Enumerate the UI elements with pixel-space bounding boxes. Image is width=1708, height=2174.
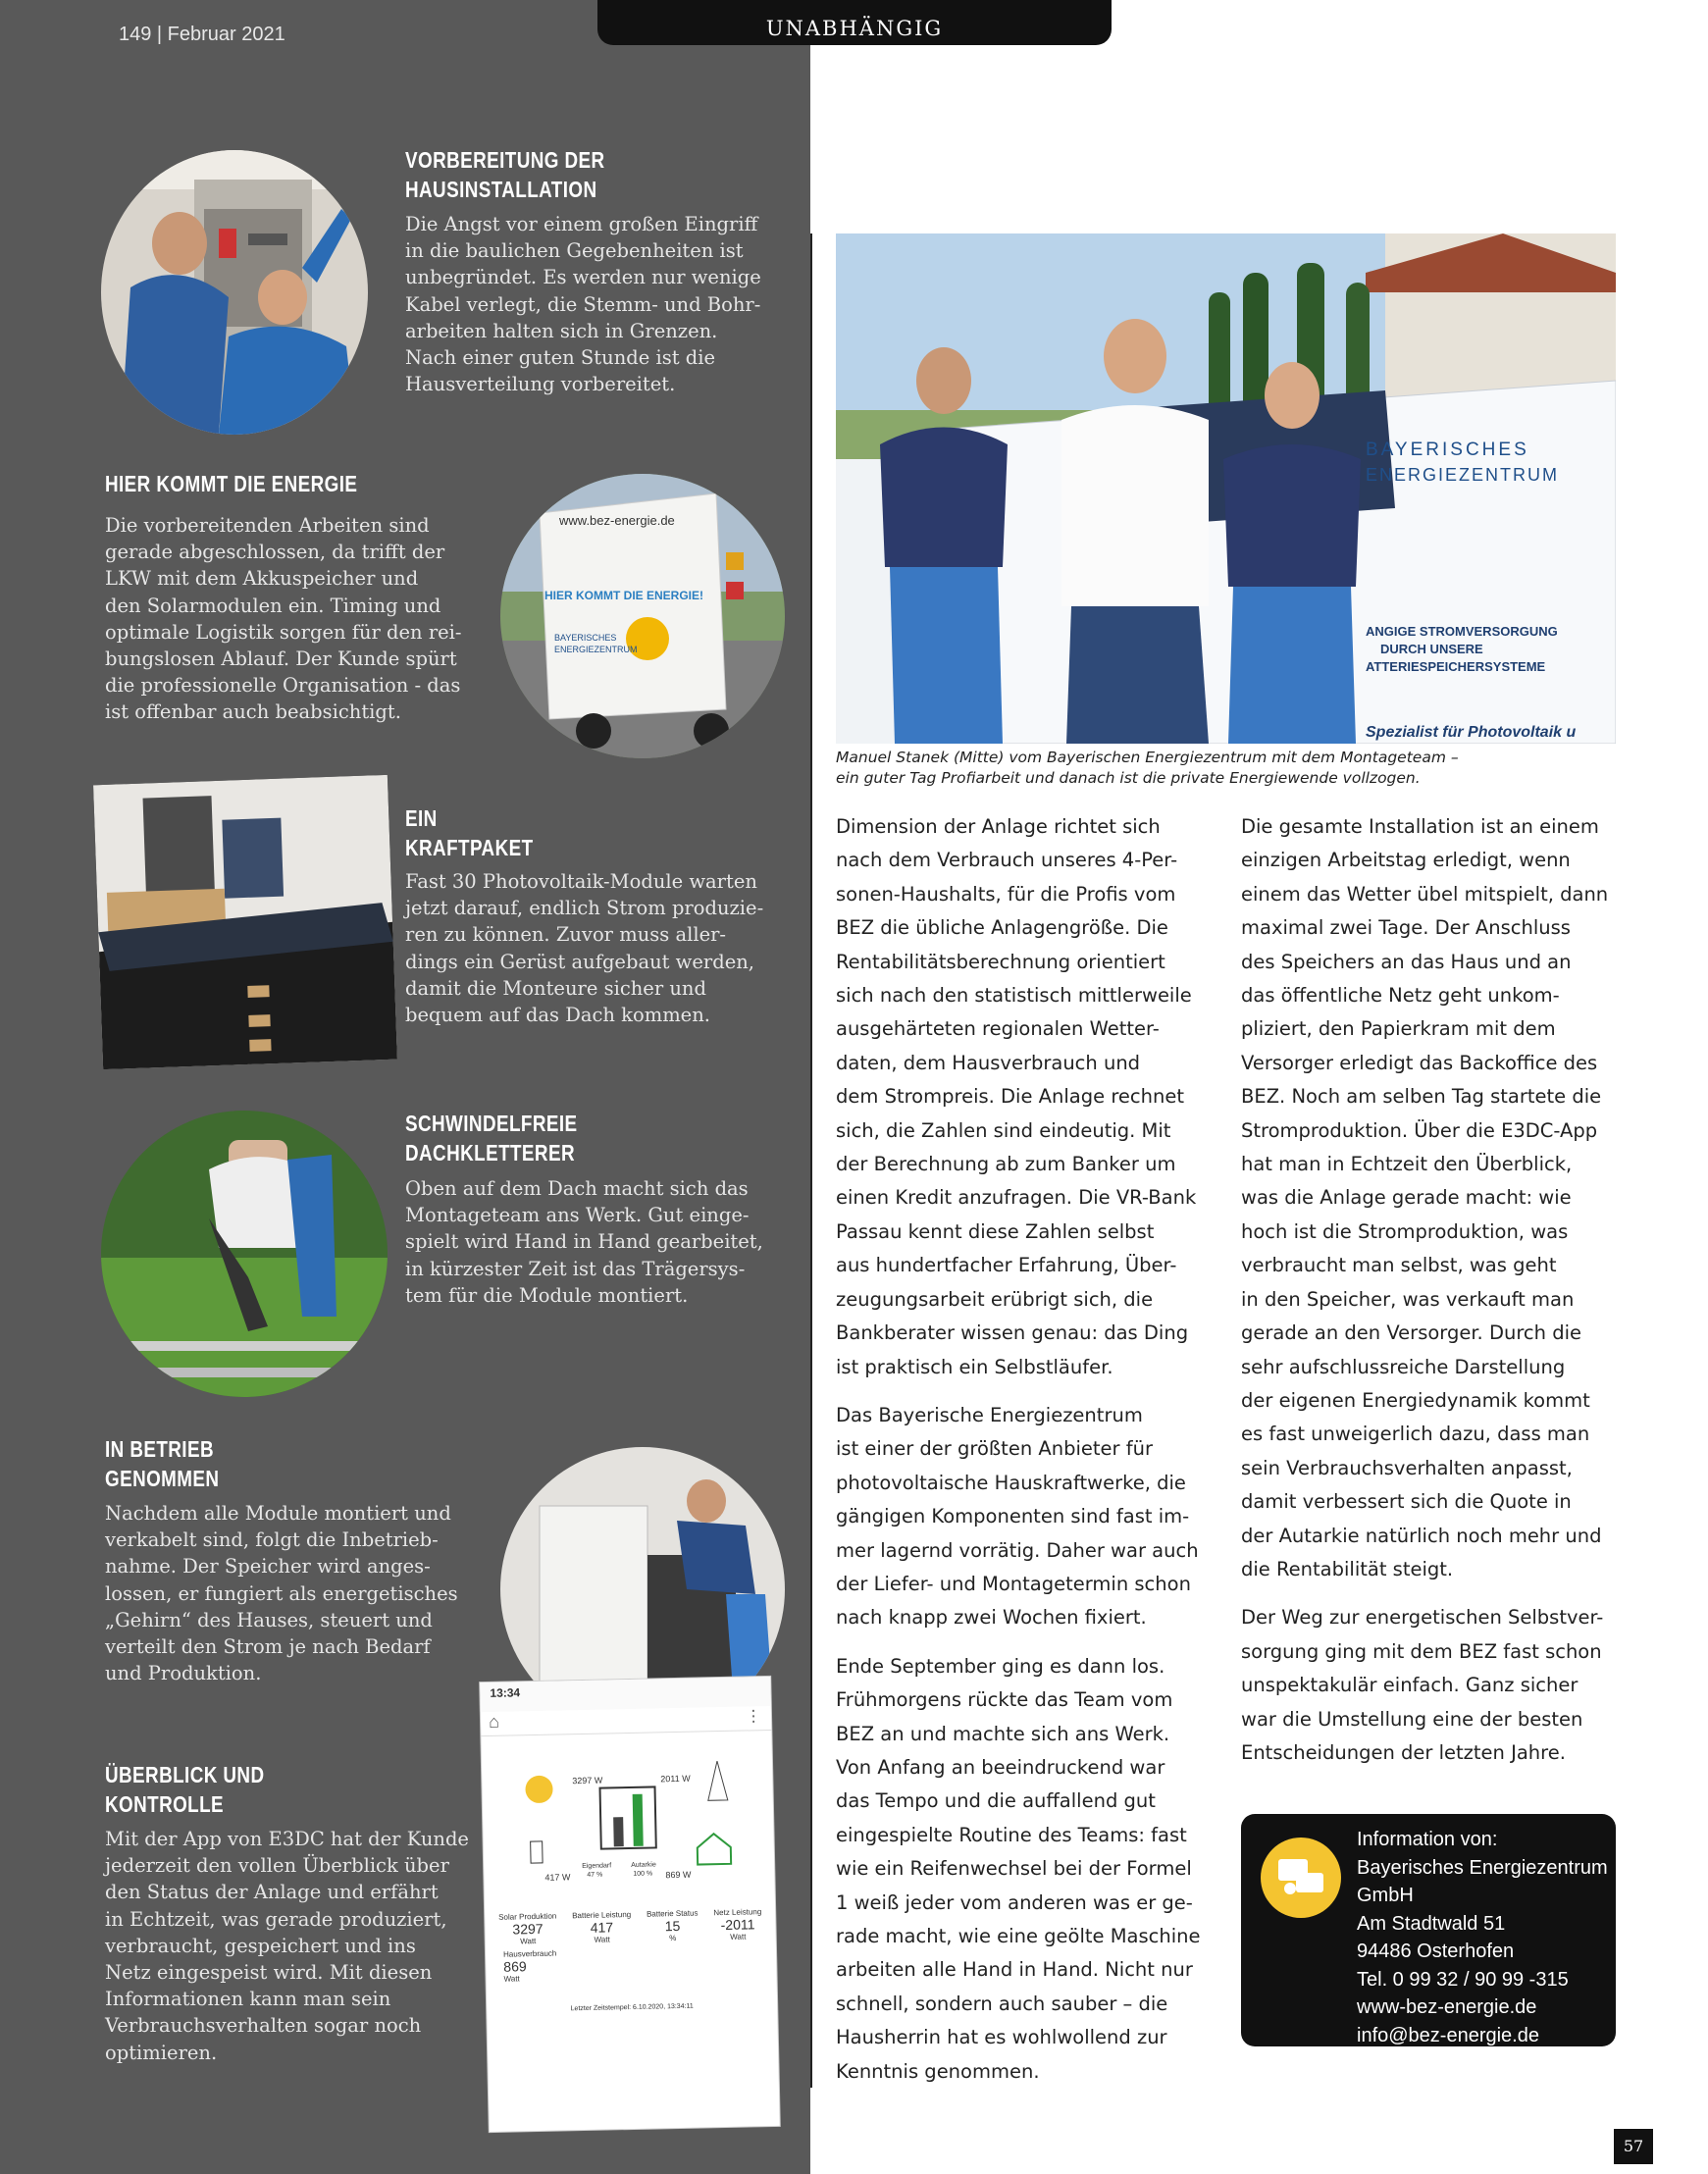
text-line: einem das Wetter übel mitspielt, dann — [1241, 882, 1609, 906]
team-photo — [836, 233, 1616, 744]
text-line: Kabel verlegt, die Stemm- und Bohr- — [405, 292, 761, 316]
article-column-2 — [1241, 810, 1633, 1785]
text-line: den Solarmodulen ein. Timing und — [105, 594, 441, 617]
roof-photo — [101, 1111, 388, 1397]
text-line: bequem auf das Dach kommen. — [405, 1004, 710, 1027]
section-tab: UNABHÄNGIG — [597, 0, 1112, 45]
text-line: ist offenbar auch beabsichtigt. — [105, 700, 401, 724]
info-line: GmbH — [1357, 1885, 1414, 1906]
app-autarkie-label: Autarkie — [631, 1861, 656, 1869]
text-line: gerade abgeschlossen, da trifft der — [105, 541, 445, 564]
stat-unit: Watt — [594, 1935, 610, 1944]
article-column-1 — [836, 810, 1218, 2103]
app-pv: 3297 W — [572, 1775, 603, 1786]
battery-icon — [531, 1841, 543, 1863]
text-line: 1 weiß jeder vom anderen was er ge- — [836, 1890, 1193, 1914]
text-line: bungslosen Ablauf. Der Kunde spürt — [105, 647, 457, 671]
app-grid: 2011 W — [660, 1773, 691, 1785]
text-line: nach knapp zwei Wochen fixiert. — [836, 1606, 1147, 1630]
heading-line: HIER KOMMT DIE ENERGIE — [105, 471, 358, 496]
app-stat — [572, 1910, 632, 1944]
text-line: und Produktion. — [105, 1662, 262, 1685]
text-line: einen Kredit anzufragen. Die VR-Bank — [836, 1186, 1197, 1210]
text-line: der Liefer- und Montagetermin schon — [836, 1572, 1191, 1595]
text-line: verkabelt sind, folgt die Inbetrieb- — [105, 1528, 439, 1552]
text-line: arbeiten alle Hand in Hand. Nicht nur — [836, 1958, 1193, 1982]
van-slogan: ANGIGE STROMVERSORGUNG — [1366, 624, 1558, 639]
text-line: lossen, er fungiert als energetisches — [105, 1581, 458, 1605]
info-website: www-bez-energie.de — [1357, 1996, 1537, 2018]
truck-brand2: ENERGIEZENTRUM — [554, 645, 638, 654]
van-brand2: ENERGIEZENTRUM — [1366, 465, 1560, 485]
info-box — [1241, 1814, 1616, 2046]
heading-line: ÜBERBLICK UND — [105, 1762, 265, 1787]
text-inbetrieb — [105, 1500, 458, 1686]
text-line: Passau kennt diese Zahlen selbst — [836, 1219, 1155, 1243]
text-line: BEZ an und machte sich ans Werk. — [836, 1722, 1170, 1745]
info-line: Bayerisches Energiezentrum — [1357, 1856, 1608, 1879]
app-stat — [647, 1909, 699, 1943]
van-brand1: BAYERISCHES — [1366, 440, 1529, 460]
stat-value: -2011 — [720, 1916, 755, 1934]
text-line: damit die Monteure sicher und — [405, 976, 706, 1000]
text-line: dem Strompreis. Die Anlage rechnet — [836, 1085, 1184, 1109]
app-stat — [498, 1912, 557, 1946]
app-timestamp: Letzter Zeitstempel: 6.10.2020, 13:34:11 — [570, 2002, 694, 2013]
app-house-stat — [486, 1941, 777, 1988]
text-line: Dimension der Anlage richtet sich — [836, 815, 1161, 838]
app-battery: 417 W — [544, 1872, 571, 1883]
installation-photo — [101, 150, 368, 435]
text-line: optimieren. — [105, 2041, 218, 2064]
text-line: Informationen kann man sein — [105, 1988, 391, 2011]
text-line: Das Bayerische Energiezentrum — [836, 1403, 1143, 1426]
text-line: Die Angst vor einem großen Eingriff — [405, 213, 758, 235]
text-line: nahme. Der Speicher wird anges- — [105, 1555, 431, 1579]
text-line: Verbrauchsverhalten sogar noch — [105, 2014, 422, 2038]
text-line: unspektakulär einfach. Ganz sicher — [1241, 1674, 1579, 1697]
info-phone: Tel. 0 99 32 / 90 99 -315 — [1357, 1968, 1569, 1991]
sun-icon — [525, 1776, 553, 1804]
stat-unit: % — [669, 1934, 677, 1943]
text-line: der eigenen Energiedynamik kommt — [1241, 1388, 1590, 1412]
app-time: 13:34 — [480, 1677, 771, 1712]
text-line: damit verbessert sich die Quote in — [1241, 1490, 1572, 1514]
heading-dachkletterer — [405, 1109, 577, 1167]
info-line: Information von: — [1357, 1829, 1498, 1850]
app-flow-diagram — [481, 1731, 775, 1913]
text-line: optimale Logistik sorgen für den rei- — [105, 620, 462, 644]
app-selfuse: 47 % — [587, 1871, 603, 1879]
stat-value: 15 — [664, 1917, 681, 1935]
heading-line: HAUSINSTALLATION — [405, 177, 597, 202]
text-line: Netz eingespeist wird. Mit diesen — [105, 1961, 433, 1985]
text-line: Rentabilitätsberechnung orientiert — [836, 950, 1165, 973]
text-line: verbraucht man selbst, was geht — [1241, 1254, 1557, 1277]
text-line: rade macht, wie eine geölte Maschine — [836, 1925, 1201, 1947]
text-line: Mit der App von E3DC hat der Kunde — [105, 1828, 469, 1850]
text-line: spielt wird Hand in Hand gearbeitet, — [405, 1230, 763, 1254]
text-line: in den Speicher, was verkauft man — [1241, 1287, 1575, 1311]
text-line: sehr aufschlussreiche Darstellung — [1241, 1355, 1566, 1378]
text-line: sein Verbrauchsverhalten anpasst, — [1241, 1456, 1573, 1479]
text-line: BEZ die übliche Anlagengröße. Die — [836, 916, 1168, 940]
stat-value: 3297 — [512, 1920, 543, 1938]
app-autarkie: 100 % — [633, 1870, 653, 1878]
text-line: was die Anlage gerade macht: wie — [1241, 1186, 1572, 1210]
grid-icon — [707, 1761, 728, 1800]
stat-value: 869 — [503, 1958, 527, 1975]
text-line: zeugungsarbeit erübrigt sich, die — [836, 1287, 1154, 1311]
text-line: unbegründet. Es werden nur wenige — [405, 266, 761, 289]
text-line: Nachdem alle Module montiert und — [105, 1502, 451, 1525]
van-slogan: DURCH UNSERE — [1380, 642, 1483, 656]
text-line: mer lagernd vorrätig. Daher war auch — [836, 1538, 1199, 1562]
text-energie — [105, 512, 462, 726]
text-line: ren zu können. Zuvor muss aller- — [405, 923, 727, 947]
text-line: das Tempo und die auffallend gut — [836, 1789, 1156, 1813]
heading-energie — [105, 469, 357, 498]
text-line: dings ein Gerüst aufgebaut werden, — [405, 950, 754, 973]
caption-line: ein guter Tag Profiarbeit und danach ist die private Energiewende vollzogen. — [836, 769, 1421, 787]
text-line: Bankberater wissen genau: das Ding — [836, 1321, 1189, 1345]
text-line: schnell, sondern auch sauber – die — [836, 1992, 1168, 2015]
text-line: ist praktisch ein Selbstläufer. — [836, 1355, 1113, 1378]
text-line: in die baulichen Gegebenheiten ist — [405, 239, 744, 263]
more-icon[interactable]: ⋮ — [745, 1708, 762, 1726]
text-line: gängigen Komponenten sind fast im- — [836, 1505, 1190, 1528]
text-line: nach dem Verbrauch unseres 4-Per- — [836, 849, 1178, 872]
text-kraftpaket — [405, 868, 763, 1028]
text-line: die Rentabilität steigt. — [1241, 1557, 1454, 1580]
text-line: die professionelle Organisation - das — [105, 674, 461, 698]
text-line: aus hundertfacher Erfahrung, Über- — [836, 1254, 1177, 1277]
text-line: maximal zwei Tage. Der Anschluss — [1241, 916, 1571, 940]
text-line: BEZ. Noch am selben Tag startete die — [1241, 1085, 1602, 1109]
text-line: Versorger erledigt das Backoffice des — [1241, 1051, 1598, 1074]
paragraph — [836, 810, 1218, 1384]
text-line: Entscheidungen der letzten Jahre. — [1241, 1740, 1566, 1764]
heading-kraftpaket — [405, 803, 534, 862]
app-screenshot — [480, 1677, 780, 2132]
text-line: es fast unweigerlich dazu, dass man — [1241, 1423, 1590, 1446]
text-line: das öffentliche Netz geht unkom- — [1241, 984, 1560, 1008]
text-ueberblick — [105, 1826, 469, 2066]
text-line: sonen-Haushalts, für die Profis vom — [836, 882, 1176, 906]
stat-label: Batterie Leistung — [572, 1909, 632, 1921]
info-email: info@bez-energie.de — [1357, 2024, 1539, 2046]
text-line: einzigen Arbeitstag erledigt, wenn — [1241, 849, 1571, 872]
text-line: hat man in Echtzeit den Überblick, — [1241, 1153, 1573, 1176]
text-line: Ende September ging es dann los. — [836, 1654, 1165, 1678]
home-icon[interactable]: ⌂ — [488, 1711, 500, 1732]
text-line: sorgung ging mit dem BEZ fast schon — [1241, 1639, 1602, 1663]
text-line: sich nach den statistisch mittlerweile — [836, 984, 1192, 1008]
info-line: Am Stadtwald 51 — [1357, 1912, 1506, 1935]
paragraph — [1241, 1601, 1633, 1770]
text-line: der Autarkie natürlich noch mehr und — [1241, 1524, 1602, 1547]
text-line: den Status der Anlage und erfährt — [105, 1881, 439, 1904]
text-line: Die gesamte Installation ist an einem — [1241, 815, 1599, 838]
text-line: verteilt den Strom je nach Bedarf — [105, 1635, 431, 1659]
text-line: Fast 30 Photovoltaik-Module warten — [405, 870, 757, 893]
text-line: in kürzester Zeit ist das Trägersys- — [405, 1257, 746, 1280]
contact-icon — [1261, 1838, 1341, 1918]
photo-caption — [836, 748, 1621, 789]
text-line: jetzt darauf, endlich Strom produzie- — [405, 897, 764, 920]
stat-unit: Watt — [730, 1932, 747, 1941]
paragraph — [1241, 810, 1633, 1586]
heading-line: IN BETRIEB — [105, 1436, 214, 1462]
text-line: verbraucht, gespeichert und ins — [105, 1934, 416, 1957]
van-footer: Spezialist für Photovoltaik u — [1366, 724, 1577, 741]
text-line: Montageteam ans Werk. Gut einge- — [405, 1204, 750, 1227]
truck-slogan: HIER KOMMT DIE ENERGIE! — [544, 589, 704, 602]
stat-unit: Watt — [503, 1974, 520, 1984]
stat-label: Batterie Status — [646, 1908, 699, 1919]
text-line: war die Umstellung eine der besten — [1241, 1707, 1583, 1731]
text-dachkletterer — [405, 1175, 763, 1309]
text-line: Hausherrin hat es wohlwollend zur — [836, 2026, 1167, 2049]
app-bar-autarkie — [633, 1794, 644, 1846]
app-stats — [485, 1907, 776, 1946]
app-selfuse-label: Eigendarf — [582, 1862, 612, 1871]
heading-vorbereitung — [405, 145, 605, 204]
house-icon — [698, 1834, 732, 1865]
stat-value: 417 — [590, 1919, 614, 1936]
issue-label: 149 | Februar 2021 — [119, 24, 285, 45]
truck-photo — [500, 474, 785, 758]
paragraph — [836, 1399, 1218, 1635]
text-line: jederzeit den vollen Überblick über — [105, 1854, 449, 1878]
text-line: Kenntnis genommen. — [836, 2059, 1040, 2083]
stat-unit: Watt — [520, 1937, 537, 1946]
van-slogan: ATTERIESPEICHERSYSTEME — [1366, 659, 1546, 674]
text-line: tem für die Module montiert. — [405, 1283, 689, 1307]
heading-line: SCHWINDELFREIE — [405, 1111, 578, 1136]
text-line: Frühmorgens rückte das Team vom — [836, 1688, 1173, 1712]
paragraph — [836, 1650, 1218, 2089]
text-line: photovoltaische Hauskraftwerke, die — [836, 1471, 1186, 1494]
text-line: daten, dem Hausverbrauch und — [836, 1051, 1141, 1074]
stat-label: Solar Produktion — [498, 1911, 557, 1922]
text-line: Von Anfang an beeindruckend war — [836, 1755, 1165, 1779]
page-number: 57 — [1614, 2129, 1653, 2164]
column-divider — [810, 233, 812, 2088]
heading-inbetrieb — [105, 1434, 219, 1493]
app-stat — [713, 1907, 762, 1941]
text-line: Der Weg zur energetischen Selbstver- — [1241, 1606, 1604, 1630]
heading-ueberblick — [105, 1760, 265, 1819]
text-line: Nach einer guten Stunde ist die — [405, 346, 716, 370]
app-house: 869 W — [665, 1869, 692, 1881]
heading-line: VORBEREITUNG DER — [405, 147, 605, 173]
text-line: sich, die Zahlen sind eindeutig. Mit — [836, 1118, 1171, 1142]
text-line: des Speichers an das Haus und an — [1241, 950, 1572, 973]
text-line: LKW mit dem Akkuspeicher und — [105, 567, 419, 591]
text-line: pliziert, den Papierkram mit dem — [1241, 1017, 1556, 1041]
stat-label: Hausverbrauch — [502, 1948, 557, 1959]
text-line: hoch ist die Stromproduktion, was — [1241, 1219, 1569, 1243]
heading-line: GENOMMEN — [105, 1466, 220, 1491]
text-line: „Gehirn“ des Hauses, steuert und — [105, 1608, 433, 1631]
text-line: ausgehärteten regionalen Wetter- — [836, 1017, 1160, 1041]
text-line: ist einer der größten Anbieter für — [836, 1437, 1153, 1461]
app-bar-self — [613, 1817, 624, 1846]
text-line: Hausverteilung vorbereitet. — [405, 373, 676, 396]
text-line: gerade an den Versorger. Durch die — [1241, 1321, 1581, 1345]
truck-brand1: BAYERISCHES — [554, 633, 617, 643]
text-line: der Berechnung ab zum Banker um — [836, 1153, 1176, 1176]
heading-line: KONTROLLE — [105, 1791, 225, 1817]
info-line: 94486 Osterhofen — [1357, 1941, 1515, 1962]
text-line: arbeiten halten sich in Grenzen. — [405, 319, 718, 342]
heading-line: KRAFTPAKET — [405, 835, 534, 860]
text-line: Die vorbereitenden Arbeiten sind — [105, 514, 430, 537]
text-line: eingespielte Routine des Teams: fast — [836, 1823, 1187, 1846]
text-line: in Echtzeit, was gerade produziert, — [105, 1907, 447, 1931]
caption-line: Manuel Stanek (Mitte) vom Bayerischen Energiezentrum mit dem Montageteam – — [836, 749, 1459, 766]
text-vorbereitung — [405, 211, 761, 397]
info-text — [1357, 1826, 1608, 2049]
text-line: wie ein Reifenwechsel bei der Formel — [836, 1857, 1192, 1881]
text-line: Stromproduktion. Über die E3DC-App — [1241, 1118, 1598, 1142]
heading-line: EIN — [405, 805, 438, 831]
truck-url: www.bez-energie.de — [559, 513, 675, 528]
heading-line: DACHKLETTERER — [405, 1140, 575, 1165]
modules-photo — [93, 775, 397, 1069]
stat-label: Netz Leistung — [713, 1907, 762, 1918]
text-line: Oben auf dem Dach macht sich das — [405, 1177, 749, 1200]
